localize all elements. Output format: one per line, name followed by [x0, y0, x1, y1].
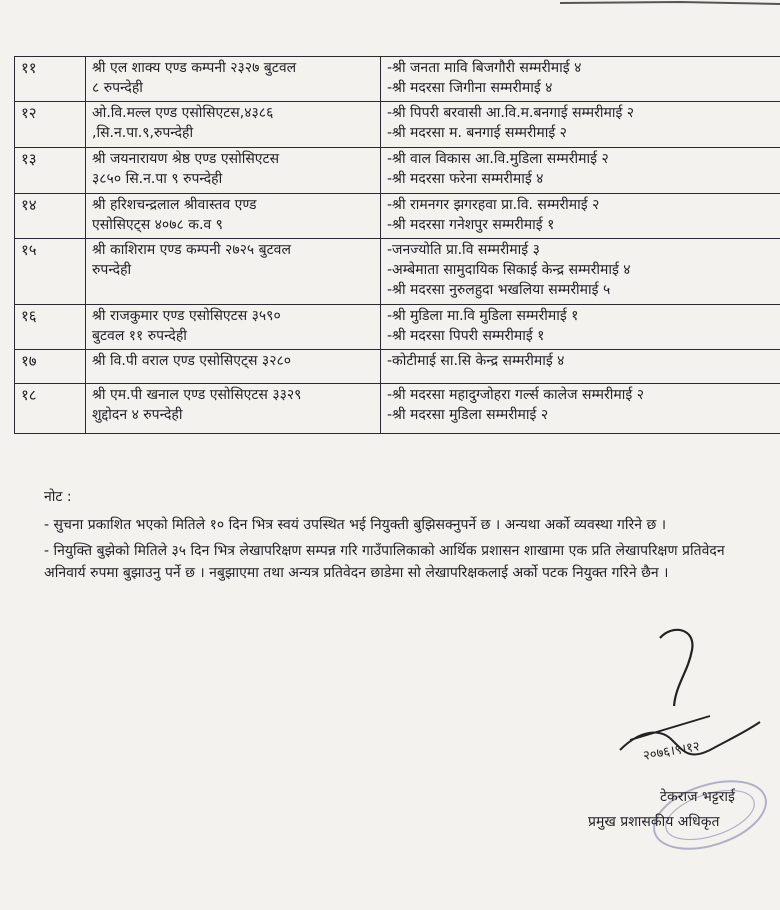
table-row — [15, 239, 780, 305]
table-row — [15, 384, 780, 434]
auditor-firm-line: श्री जयनारायण श्रेष्ठ एण्ड एसोसिएटस — [92, 151, 280, 167]
school-entry: -श्री मदरसा महादुग्जोहरा गर्ल्स कालेज सम्मरीमाई २ — [387, 387, 644, 403]
note-item-1: - सुचना प्रकाशित भएको मितिले १० दिन भित्र स्वयं उपस्थित भई नियुक्ती बुझिसक्नुपर्ने छ । अन्यथा अर्को व्यवस्था गरिने छ । — [44, 517, 667, 533]
school-entry: -जनज्योति प्रा.वि सम्मरीमाई ३ — [387, 242, 540, 258]
school-entry: -श्री मदरसा पिपरी सम्मरीमाई १ — [387, 328, 545, 344]
auditor-firm-cell — [86, 239, 381, 305]
row-number: १७ — [15, 350, 86, 384]
school-entry: -श्री मदरसा म. बनगाई सम्मरीमाई २ — [387, 125, 567, 141]
top-scan-mark — [560, 0, 780, 8]
school-entry: -श्री मदरसा नुरुलहुदा भखलिया सम्मरीमाई ५ — [387, 282, 611, 298]
row-number: १६ — [15, 305, 86, 350]
auditor-firm-line: श्री काशिराम एण्ड कम्पनी २७२५ बुटवल — [92, 242, 291, 258]
school-entry: -श्री मदरसा जिगीना सम्मरीमाई ४ — [387, 80, 553, 96]
auditor-firm-line: श्री हरिशचन्द्रलाल श्रीवास्तव एण्ड — [92, 197, 257, 213]
row-number: १३ — [15, 148, 86, 194]
row-number: १२ — [15, 102, 86, 148]
table-row — [15, 57, 780, 102]
school-entry: -श्री मदरसा गनेशपुर सम्मरीमाई १ — [387, 217, 555, 233]
auditor-firm-line: बुटवल ११ रुपन्देही — [92, 328, 187, 344]
signatory-title: प्रमुख प्रशासकीय अधिकृत — [588, 814, 720, 830]
auditor-firm-line: रुपन्देही — [92, 262, 132, 278]
school-entry: -श्री मुडिला मा.वि मुडिला सम्मरीमाई १ — [387, 308, 579, 324]
notes-heading: नोट : — [44, 489, 72, 505]
auditor-firm-line: श्री वि.पी वराल एण्ड एसोसिएट्स ३२८० — [92, 353, 292, 369]
table-row — [15, 350, 780, 384]
school-entry: -श्री जनता मावि बिजगौरी सम्मरीमाई ४ — [387, 60, 582, 76]
school-entry: -श्री मदरसा मुडिला सम्मरीमाई २ — [387, 407, 549, 423]
assigned-schools-cell — [381, 102, 780, 148]
auditor-firm-line: श्री राजकुमार एण्ड एसोसिएटस ३५९० — [92, 308, 281, 324]
auditor-firm-line: ३८५० सि.न.पा ९ रुपन्देही — [92, 171, 223, 187]
auditor-firm-cell — [86, 57, 381, 102]
row-number: १८ — [15, 384, 86, 434]
signatory-name: टेकराज भट्टराई — [660, 789, 735, 805]
auditor-firm-cell — [86, 148, 381, 194]
notes-section — [44, 486, 764, 588]
table-row — [15, 305, 780, 350]
assigned-schools-cell — [381, 57, 780, 102]
row-number: १४ — [15, 194, 86, 239]
auditor-firm-cell — [86, 350, 381, 384]
auditor-firm-cell — [86, 384, 381, 434]
auditor-table — [14, 56, 780, 434]
auditor-firm-cell — [86, 194, 381, 239]
signature-stamp-graphic — [560, 610, 780, 910]
school-entry: -श्री मदरसा फरेना सम्मरीमाई ४ — [387, 171, 544, 187]
assigned-schools-cell — [381, 350, 780, 384]
auditor-firm-line: श्री एल शाक्य एण्ड कम्पनी २३२७ बुटवल — [92, 60, 297, 76]
table-row — [15, 102, 780, 148]
assigned-schools-cell — [381, 194, 780, 239]
auditor-firm-cell — [86, 102, 381, 148]
assigned-schools-cell — [381, 239, 780, 305]
auditor-firm-line: श्री एम.पी खनाल एण्ड एसोसिएटस ३३२९ — [92, 387, 302, 403]
school-entry: -श्री पिपरी बरवासी आ.वि.म.बनगाई सम्मरीमाई २ — [387, 105, 635, 121]
note-item-2: - नियुक्ति बुझेको मितिले ३५ दिन भित्र लेखापरिक्षण सम्पन्न गरि गाउँपालिकाको आर्थिक प्रशासन शाखामा एक प्रति लेखापरिक्षण प्रतिवेदन अनिवार्य रुपमा बुझाउनु पर्ने छ । नबुझाएमा तथा अन्यत्र प्रतिवेदन छाडेमा सो लेखापरिक्षकलाई अर्को पटक नियुक्त गरिने छैन । — [44, 543, 725, 581]
auditor-firm-line: ओ.वि.मल्ल एण्ड एसोसिएटस,४३८६ — [92, 105, 274, 121]
school-entry: -अम्बेमाता सामुदायिक सिकाई केन्द्र सम्मरीमाई ४ — [387, 262, 631, 278]
school-entry: -श्री वाल विकास आ.वि.मुडिला सम्मरीमाई २ — [387, 151, 609, 167]
school-entry: -श्री रामनगर झगरहवा प्रा.वि. सम्मरीमाई २ — [387, 197, 600, 213]
auditor-firm-cell — [86, 305, 381, 350]
table-row — [15, 194, 780, 239]
auditor-firm-line: शुद्दोदन ४ रुपन्देही — [92, 407, 183, 423]
assigned-schools-cell — [381, 305, 780, 350]
auditor-table-body — [15, 57, 780, 434]
auditor-firm-line: ८ रुपन्देही — [92, 80, 143, 96]
row-number: ११ — [15, 57, 86, 102]
table-row — [15, 148, 780, 194]
handwritten-date-text: २०७६।९।१२ — [642, 739, 702, 764]
school-entry: -कोटीमाई सा.सि केन्द्र सम्मरीमाई ४ — [387, 353, 565, 369]
assigned-schools-cell — [381, 384, 780, 434]
assigned-schools-cell — [381, 148, 780, 194]
auditor-firm-line: ,सि.न.पा.९,रुपन्देही — [92, 125, 194, 141]
handwritten-date — [642, 739, 701, 764]
auditor-firm-line: एसोसिएट्स ४०७८ क.व ९ — [92, 217, 223, 233]
signature-initial-stroke — [660, 630, 692, 706]
row-number: १५ — [15, 239, 86, 305]
